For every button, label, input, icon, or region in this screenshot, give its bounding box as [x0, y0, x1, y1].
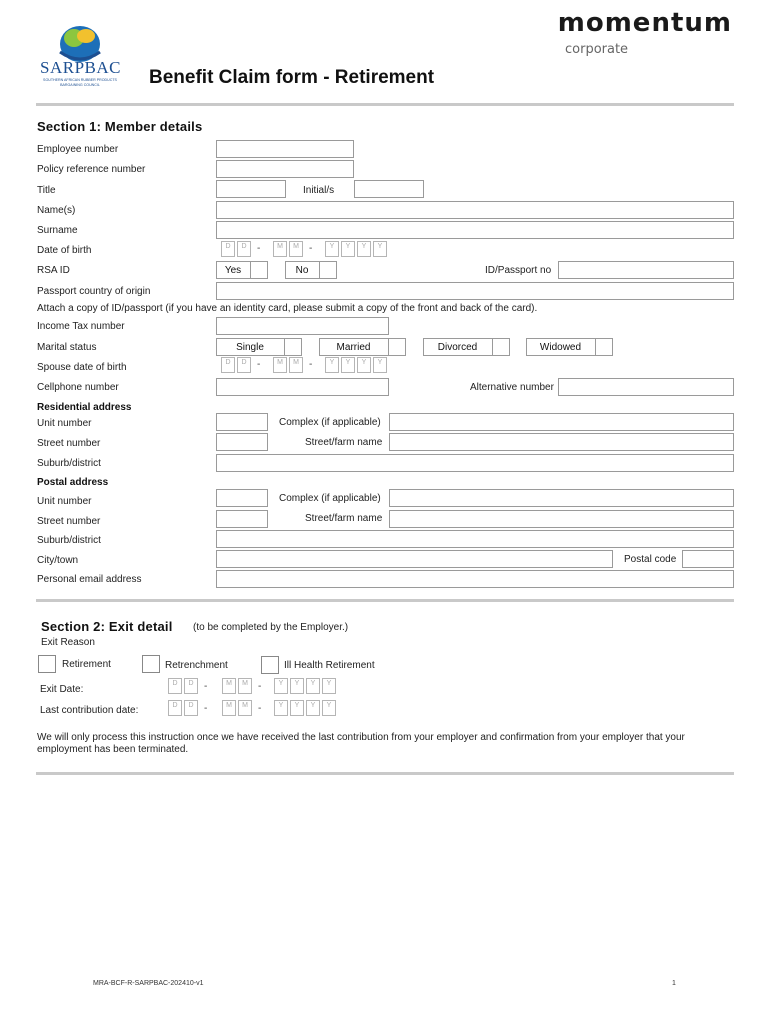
- post-street-number-label: Street number: [37, 516, 101, 527]
- sdob-m1[interactable]: M: [273, 357, 287, 373]
- initials-label: Initial/s: [303, 185, 335, 196]
- section2-note: (to be completed by the Employer.): [193, 622, 349, 633]
- sdob-sep2: -: [309, 359, 313, 370]
- alternative-number-label: Alternative number: [470, 382, 554, 393]
- post-suburb-field[interactable]: [216, 530, 734, 548]
- id-passport-field[interactable]: [558, 261, 734, 279]
- exit-date-field[interactable]: [168, 678, 340, 696]
- processing-note: We will only process this instruction once we have received the last contribution from your employer and confirmation from your employer that your employment has been terminated.: [37, 732, 685, 755]
- exit-sep2: -: [258, 681, 262, 692]
- rsa-id-label: RSA ID: [37, 265, 70, 276]
- sdob-y1[interactable]: Y: [325, 357, 339, 373]
- income-tax-field[interactable]: [216, 317, 389, 335]
- sdob-d1[interactable]: D: [221, 357, 235, 373]
- city-label: City/town: [37, 555, 79, 566]
- exit-d2[interactable]: D: [184, 678, 198, 694]
- dob-y4[interactable]: Y: [373, 241, 387, 257]
- email-field[interactable]: [216, 570, 734, 588]
- dob-d1[interactable]: D: [221, 241, 235, 257]
- dob-m1[interactable]: M: [273, 241, 287, 257]
- lc-m1[interactable]: M: [222, 700, 236, 716]
- cellphone-label: Cellphone number: [37, 382, 119, 393]
- income-tax-label: Income Tax number: [37, 321, 125, 332]
- employee-number-field[interactable]: [216, 140, 354, 158]
- last-contribution-field[interactable]: [168, 700, 340, 718]
- res-street-number-label: Street number: [37, 438, 101, 449]
- residential-heading: Residential address: [37, 402, 132, 413]
- sarpbac-logo: [38, 22, 122, 92]
- sdob-m2[interactable]: M: [289, 357, 303, 373]
- page-title: Benefit Claim form - Retirement: [149, 67, 435, 88]
- marital-widowed-label: Widowed: [539, 342, 582, 353]
- marital-single-label: Single: [236, 342, 264, 353]
- marital-divorced-label: Divorced: [437, 342, 478, 353]
- initials-field[interactable]: [354, 180, 424, 198]
- exit-sep1: -: [204, 681, 208, 692]
- retrenchment-label: Retrenchment: [165, 660, 228, 671]
- res-suburb-label: Suburb/district: [37, 458, 101, 469]
- document-code: MRA-BCF-R-SARPBAC-202410-v1: [93, 980, 204, 987]
- res-street-name-field[interactable]: [389, 433, 734, 451]
- rsa-id-no-label: No: [295, 265, 309, 276]
- post-unit-label: Unit number: [37, 496, 92, 507]
- lc-y4[interactable]: Y: [322, 700, 336, 716]
- cellphone-field[interactable]: [216, 378, 389, 396]
- dob-sep1: -: [257, 243, 261, 254]
- names-field[interactable]: [216, 201, 734, 219]
- marital-single-check[interactable]: [284, 338, 302, 356]
- exit-date-label: Exit Date:: [40, 684, 84, 695]
- momentum-brand: momentum: [557, 8, 732, 38]
- passport-country-label: Passport country of origin: [37, 286, 151, 297]
- names-label: Name(s): [37, 205, 76, 216]
- title-field[interactable]: [216, 180, 286, 198]
- lc-y3[interactable]: Y: [306, 700, 320, 716]
- logo-text: SARPBAC: [40, 58, 121, 77]
- marital-divorced-check[interactable]: [492, 338, 510, 356]
- sdob-d2[interactable]: D: [237, 357, 251, 373]
- surname-label: Surname: [37, 225, 78, 236]
- exit-m2[interactable]: M: [238, 678, 252, 694]
- logo-tagline: SOUTHERN AFRICAN RUBBER PRODUCTS BARGAINING COUNCIL: [43, 78, 117, 87]
- res-complex-field[interactable]: [389, 413, 734, 431]
- momentum-sub: corporate: [565, 42, 629, 57]
- sdob-y2[interactable]: Y: [341, 357, 355, 373]
- lc-d2[interactable]: D: [184, 700, 198, 716]
- exit-y1[interactable]: Y: [274, 678, 288, 694]
- lc-sep1: -: [204, 703, 208, 714]
- city-field[interactable]: [216, 550, 613, 568]
- section1-heading: Section 1: Member details: [37, 119, 203, 134]
- surname-field[interactable]: [216, 221, 734, 239]
- dob-y3[interactable]: Y: [357, 241, 371, 257]
- policy-reference-label: Policy reference number: [37, 164, 146, 175]
- lc-m2[interactable]: M: [238, 700, 252, 716]
- policy-reference-field[interactable]: [216, 160, 354, 178]
- page-number: 1: [672, 980, 676, 987]
- res-unit-label: Unit number: [37, 418, 92, 429]
- res-suburb-field[interactable]: [216, 454, 734, 472]
- post-street-name-label: Street/farm name: [305, 513, 383, 524]
- section2-divider: [36, 772, 734, 775]
- alternative-number-field[interactable]: [558, 378, 734, 396]
- email-label: Personal email address: [37, 574, 142, 585]
- retirement-checkbox[interactable]: [38, 655, 56, 673]
- rsa-id-yes-check[interactable]: [250, 261, 268, 279]
- res-complex-label: Complex (if applicable): [279, 417, 381, 428]
- section1-divider: [36, 599, 734, 602]
- ill-health-checkbox[interactable]: [261, 656, 279, 674]
- marital-status-label: Marital status: [37, 342, 97, 353]
- rsa-id-yes-label: Yes: [224, 265, 242, 276]
- attach-note: Attach a copy of ID/passport (if you have an identity card, please submit a copy of the front and back of the card).: [37, 303, 538, 314]
- res-street-name-label: Street/farm name: [305, 437, 383, 448]
- marital-widowed-check[interactable]: [595, 338, 613, 356]
- sdob-y4[interactable]: Y: [373, 357, 387, 373]
- postal-code-field[interactable]: [682, 550, 734, 568]
- lc-sep2: -: [258, 703, 262, 714]
- exit-m1[interactable]: M: [222, 678, 236, 694]
- dob-sep2: -: [309, 243, 313, 254]
- exit-reason-label: Exit Reason: [41, 637, 95, 648]
- post-suburb-label: Suburb/district: [37, 535, 101, 546]
- title-label: Title: [37, 185, 56, 196]
- post-unit-field[interactable]: [216, 489, 268, 507]
- ill-health-label: Ill Health Retirement: [284, 660, 375, 671]
- last-contribution-label: Last contribution date:: [40, 705, 139, 716]
- exit-y2[interactable]: Y: [290, 678, 304, 694]
- spouse-dob-label: Spouse date of birth: [37, 362, 127, 373]
- exit-y3[interactable]: Y: [306, 678, 320, 694]
- postal-heading: Postal address: [37, 477, 109, 488]
- retirement-label: Retirement: [62, 659, 111, 670]
- sdob-y3[interactable]: Y: [357, 357, 371, 373]
- sdob-sep1: -: [257, 359, 261, 370]
- dob-d2[interactable]: D: [237, 241, 251, 257]
- dob-m2[interactable]: M: [289, 241, 303, 257]
- dob-y1[interactable]: Y: [325, 241, 339, 257]
- lc-y1[interactable]: Y: [274, 700, 288, 716]
- rsa-id-no-check[interactable]: [319, 261, 337, 279]
- post-complex-field[interactable]: [389, 489, 734, 507]
- lc-d1[interactable]: D: [168, 700, 182, 716]
- post-complex-label: Complex (if applicable): [279, 493, 381, 504]
- header-divider: [36, 103, 734, 106]
- id-passport-label: ID/Passport no: [485, 265, 552, 276]
- marital-married-label: Married: [336, 342, 371, 353]
- postal-code-label: Postal code: [624, 554, 677, 565]
- post-street-name-field[interactable]: [389, 510, 734, 528]
- exit-d1[interactable]: D: [168, 678, 182, 694]
- exit-y4[interactable]: Y: [322, 678, 336, 694]
- post-street-number-field[interactable]: [216, 510, 268, 528]
- retrenchment-checkbox[interactable]: [142, 655, 160, 673]
- spouse-dob-field[interactable]: [221, 357, 391, 375]
- res-street-number-field[interactable]: [216, 433, 268, 451]
- section2-heading: Section 2: Exit detail: [41, 619, 173, 634]
- lc-y2[interactable]: Y: [290, 700, 304, 716]
- dob-field[interactable]: [221, 241, 391, 259]
- dob-y2[interactable]: Y: [341, 241, 355, 257]
- dob-label: Date of birth: [37, 245, 92, 256]
- employee-number-label: Employee number: [37, 144, 119, 155]
- res-unit-field[interactable]: [216, 413, 268, 431]
- passport-country-field[interactable]: [216, 282, 734, 300]
- marital-married-check[interactable]: [388, 338, 406, 356]
